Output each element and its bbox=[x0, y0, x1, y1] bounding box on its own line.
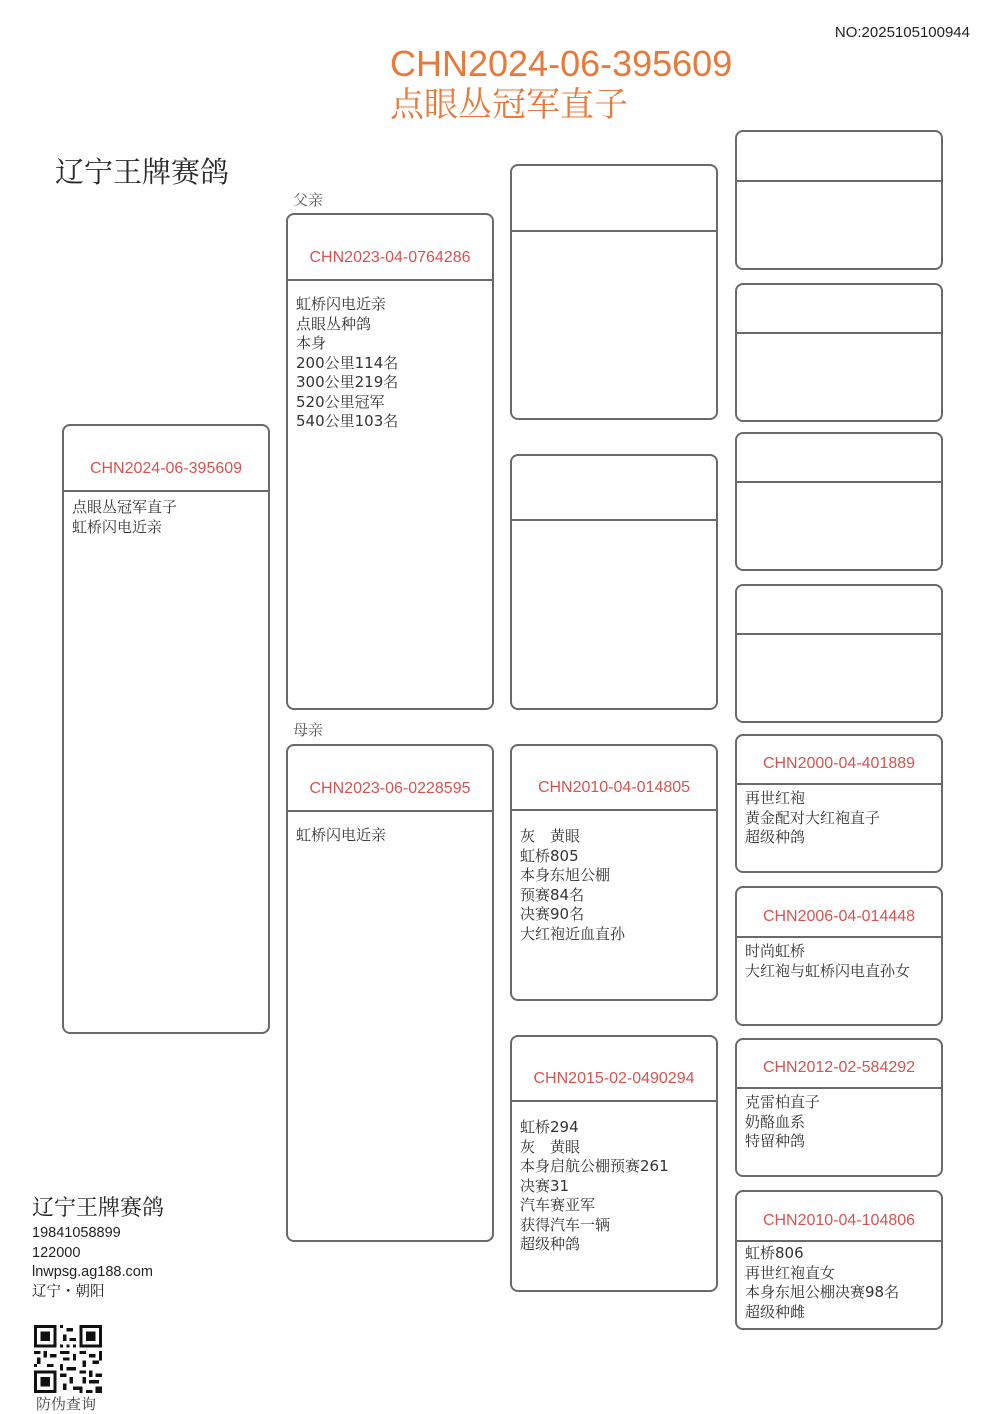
card-notes bbox=[512, 232, 716, 418]
note-line: 超级种雌 bbox=[745, 1302, 806, 1321]
brand-name: 辽宁王牌赛鸽 bbox=[55, 155, 230, 189]
note-line: 520公里冠军 bbox=[296, 392, 385, 411]
card-notes bbox=[737, 334, 941, 420]
card-header bbox=[512, 1037, 716, 1102]
footer-postcode: 122000 bbox=[32, 1244, 81, 1261]
note-line: 大红袍近血直孙 bbox=[520, 924, 626, 943]
card-header bbox=[512, 166, 716, 232]
note-line: 虹桥闪电近亲 bbox=[296, 295, 387, 313]
card-header bbox=[737, 434, 941, 483]
card-header bbox=[737, 285, 941, 334]
note-line: 决赛90名 bbox=[520, 905, 585, 923]
great-grandparent-card-2 bbox=[735, 283, 943, 422]
note-line: 本身东旭公棚决赛98名 bbox=[745, 1283, 900, 1301]
note-line: 大红袍与虹桥闪电直孙女 bbox=[745, 961, 911, 980]
note-line: 本身东旭公棚 bbox=[520, 866, 611, 884]
great-grandparent-card-7 bbox=[735, 1038, 943, 1177]
card-header bbox=[737, 1192, 941, 1242]
card-notes bbox=[737, 182, 941, 268]
footer-brand-name: 辽宁王牌赛鸽 bbox=[32, 1196, 165, 1221]
note-line: 本身 bbox=[296, 334, 327, 352]
page-title-bird-name: 点眼丛冠军直子 bbox=[390, 85, 628, 125]
note-line: 灰 黄眼 bbox=[520, 827, 581, 845]
ring-number: CHN2010-04-104806 bbox=[762, 1212, 916, 1229]
card-header bbox=[737, 1040, 941, 1089]
note-line: 虹桥805 bbox=[520, 846, 579, 865]
ring-number: CHN2023-06-0228595 bbox=[309, 780, 471, 797]
note-line: 克雷柏直子 bbox=[745, 1093, 821, 1111]
note-line: 再世红袍直女 bbox=[745, 1263, 836, 1282]
card-notes bbox=[288, 281, 492, 708]
grandparent-card-2 bbox=[510, 454, 718, 710]
card-header bbox=[288, 215, 492, 281]
ring-number: CHN2006-04-014448 bbox=[762, 908, 916, 925]
card-notes bbox=[64, 492, 268, 1032]
note-line: 预赛84名 bbox=[520, 885, 585, 904]
note-line: 决赛31 bbox=[520, 1176, 570, 1195]
note-line: 300公里219名 bbox=[296, 373, 399, 391]
note-line: 再世红袍 bbox=[745, 789, 806, 807]
note-line: 超级种鸽 bbox=[520, 1235, 581, 1253]
card-header bbox=[512, 456, 716, 521]
note-line: 汽车赛亚军 bbox=[520, 1196, 596, 1214]
ring-number: CHN2024-06-395609 bbox=[89, 460, 243, 477]
note-line: 虹桥闪电近亲 bbox=[296, 826, 387, 844]
note-line: 虹桥806 bbox=[745, 1244, 804, 1262]
card-header bbox=[288, 746, 492, 812]
note-line: 灰 黄眼 bbox=[520, 1137, 581, 1156]
dam-card bbox=[286, 744, 494, 1242]
card-header bbox=[512, 746, 716, 811]
card-notes bbox=[737, 938, 941, 1024]
great-grandparent-card-1 bbox=[735, 130, 943, 270]
card-notes bbox=[512, 1102, 716, 1290]
card-notes bbox=[737, 785, 941, 871]
grandparent-card-3 bbox=[510, 744, 718, 1001]
card-header bbox=[737, 132, 941, 182]
card-notes bbox=[737, 635, 941, 721]
grandparent-card-4 bbox=[510, 1035, 718, 1292]
qr-code-icon[interactable] bbox=[34, 1325, 102, 1393]
footer-contact bbox=[32, 1194, 164, 1302]
note-line: 点眼丛冠军直子 bbox=[72, 498, 178, 516]
mother-label: 母亲 bbox=[293, 721, 324, 739]
page-title-ring-number: CHN2024-06-395609 bbox=[390, 43, 733, 84]
card-notes bbox=[737, 1242, 941, 1328]
note-line: 特留种鸽 bbox=[745, 1132, 806, 1150]
document-number: NO:2025105100944 bbox=[834, 24, 970, 41]
sire-card bbox=[286, 213, 494, 710]
note-line: 540公里103名 bbox=[296, 412, 399, 430]
note-line: 时尚虹桥 bbox=[745, 942, 806, 960]
footer-phone: 19841058899 bbox=[32, 1225, 121, 1241]
subject-card bbox=[62, 424, 270, 1034]
card-notes bbox=[737, 483, 941, 569]
ring-number: CHN2023-04-0764286 bbox=[309, 249, 471, 266]
great-grandparent-card-5 bbox=[735, 734, 943, 873]
card-header bbox=[737, 736, 941, 785]
ring-number: CHN2015-02-0490294 bbox=[533, 1070, 695, 1087]
great-grandparent-card-8 bbox=[735, 1190, 943, 1330]
card-notes bbox=[288, 812, 492, 1240]
card-header bbox=[64, 426, 268, 492]
ring-number: CHN2012-02-584292 bbox=[762, 1059, 916, 1076]
great-grandparent-card-4 bbox=[735, 584, 943, 723]
card-notes bbox=[512, 811, 716, 999]
card-notes bbox=[512, 521, 716, 708]
footer-location: 辽宁・朝阳 bbox=[32, 1283, 105, 1300]
card-header bbox=[737, 888, 941, 938]
note-line: 点眼丛种鸽 bbox=[296, 314, 372, 333]
note-line: 获得汽车一辆 bbox=[520, 1215, 611, 1234]
note-line: 200公里114名 bbox=[296, 353, 399, 372]
note-line: 虹桥闪电近亲 bbox=[72, 517, 163, 536]
card-notes bbox=[737, 1089, 941, 1175]
grandparent-card-1 bbox=[510, 164, 718, 420]
great-grandparent-card-6 bbox=[735, 886, 943, 1026]
note-line: 黄金配对大红袍直子 bbox=[745, 808, 881, 827]
great-grandparent-card-3 bbox=[735, 432, 943, 571]
note-line: 超级种鸽 bbox=[745, 828, 806, 846]
note-line: 本身启航公棚预赛261 bbox=[520, 1157, 669, 1175]
ring-number: CHN2000-04-401889 bbox=[762, 755, 916, 772]
father-label: 父亲 bbox=[293, 191, 324, 209]
qr-caption: 防伪查询 bbox=[36, 1395, 97, 1413]
note-line: 虹桥294 bbox=[520, 1118, 579, 1136]
note-line: 奶酪血系 bbox=[745, 1112, 806, 1131]
footer-website[interactable]: lnwpsg.ag188.com bbox=[32, 1264, 153, 1280]
ring-number: CHN2010-04-014805 bbox=[537, 779, 691, 796]
card-header bbox=[737, 586, 941, 635]
